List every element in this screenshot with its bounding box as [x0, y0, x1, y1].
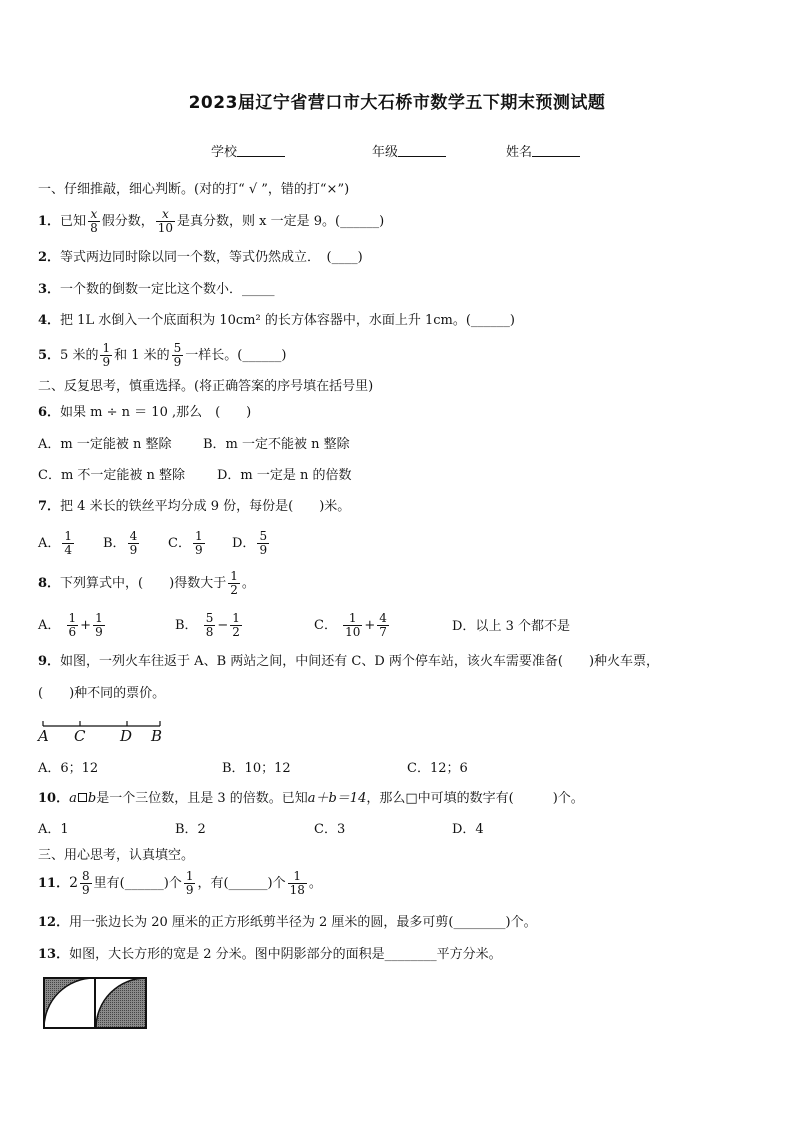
grade-field	[372, 141, 446, 160]
q6-option-c[interactable]: C．m 不一定能被 n 整除	[38, 468, 186, 483]
numerator: 1	[185, 869, 194, 883]
section-3-heading: 三、用心思考，认真填空。	[38, 848, 195, 863]
denominator: 10	[157, 221, 173, 235]
mixed-whole: 2	[69, 875, 79, 891]
question-number: 3．	[38, 282, 61, 297]
operator: +	[364, 618, 376, 633]
name-blank[interactable]	[532, 144, 580, 157]
option-label: D．	[452, 619, 476, 634]
q11-text-b: ，有(______)个	[197, 876, 286, 891]
fraction	[156, 208, 175, 235]
denominator: 18	[289, 883, 305, 897]
grade-label: 年级	[372, 145, 399, 160]
fraction	[184, 870, 196, 897]
q8-option-c[interactable]	[314, 612, 391, 639]
fraction	[377, 612, 389, 639]
right-shaded-quarter-circle	[96, 978, 146, 1028]
section-2-heading: 二、反复思考，慎重选择。(将正确答案的序号填在括号里)	[38, 379, 374, 394]
q10-text-b: ，那么□中可填的数字有( )个。	[366, 791, 584, 806]
fraction	[62, 530, 74, 557]
numerator: x	[161, 207, 169, 221]
blank-box-icon	[78, 793, 87, 802]
question-number: 9．	[38, 654, 61, 669]
q1-text-b: 假分数，	[101, 214, 154, 229]
q8-text-a: 下列算式中，( )得数大于	[60, 576, 227, 591]
question-number: 4．	[38, 313, 61, 328]
school-label: 学校	[211, 145, 238, 160]
numerator: 1	[194, 529, 203, 543]
denominator: 8	[205, 625, 214, 639]
digit-b: b	[87, 791, 97, 806]
denominator: 9	[95, 625, 103, 639]
numerator: 1	[102, 341, 111, 355]
question-number: 6．	[38, 405, 61, 420]
q11-text-c: 。	[308, 876, 322, 891]
grade-blank[interactable]	[398, 144, 446, 157]
option-text: 以上 3 个都不是	[475, 619, 570, 634]
option-label: B．	[175, 618, 198, 633]
numerator: 5	[205, 611, 214, 625]
denominator: 9	[129, 543, 138, 557]
station-label-d: D	[120, 727, 133, 745]
q10-option-c[interactable]: C．3	[314, 822, 346, 837]
q1-text-c: 是真分数，则 x 一定是 9。(______)	[177, 214, 385, 229]
q7-option-b[interactable]	[103, 530, 141, 557]
q7-text: 把 4 米长的铁丝平均分成 9 份，每份是( )米。	[60, 499, 351, 514]
q9-option-b[interactable]: B．10；12	[222, 761, 291, 776]
fraction	[343, 612, 362, 639]
q7-option-d[interactable]	[232, 530, 271, 557]
q10-text-a: 是一个三位数，且是 3 的倍数。已知	[96, 791, 308, 806]
q6-option-d[interactable]: D．m 一定是 n 的倍数	[217, 468, 352, 483]
q9-text-a: 如图，一列火车往返于 A、B 两站之间，中间还有 C、D 两个停车站，该火车需要准备( )种火车票，	[60, 654, 660, 669]
question-3	[38, 281, 275, 299]
fraction	[172, 342, 184, 369]
q1-text-a: 已知	[60, 214, 87, 229]
denominator: 2	[230, 583, 238, 597]
q7-option-c[interactable]	[168, 530, 207, 557]
numerator: 1	[230, 569, 238, 583]
q10-option-b[interactable]: B．2	[175, 822, 206, 837]
numerator: 1	[95, 611, 103, 625]
q10-expression: a＋b＝14	[307, 791, 367, 806]
fraction	[67, 612, 79, 639]
q10-option-a[interactable]: A．1	[38, 822, 69, 837]
option-label: D．	[232, 536, 256, 551]
q3-text: 一个数的倒数一定比这个数小．_____	[60, 282, 275, 297]
q13-shaded-rectangle-figure	[42, 976, 150, 1030]
question-number: 10．	[38, 791, 70, 806]
numerator: 1	[293, 869, 302, 883]
question-number: 7．	[38, 499, 61, 514]
option-label: C．	[314, 618, 337, 633]
q6-option-b[interactable]: B．m 一定不能被 n 整除	[203, 437, 350, 452]
q6-option-a[interactable]: A．m 一定能被 n 整除	[38, 437, 172, 452]
q5-text-c: 一样长。(______)	[185, 348, 287, 363]
question-8	[38, 570, 255, 597]
question-4	[38, 312, 515, 330]
question-7	[38, 498, 350, 516]
station-label-c: C	[74, 727, 86, 745]
q8-option-a[interactable]	[38, 612, 107, 639]
question-number: 5．	[38, 348, 61, 363]
question-number: 8．	[38, 576, 61, 591]
numerator: 8	[82, 869, 90, 883]
q9-station-diagram	[38, 716, 168, 746]
numerator: 1	[232, 611, 240, 625]
denominator: 9	[173, 355, 182, 369]
denominator: 9	[185, 883, 194, 897]
numerator: 1	[348, 611, 357, 625]
q4-text: 把 1L 水倒入一个底面积为 10cm² 的长方体容器中，水面上升 1cm。(______)	[60, 313, 515, 328]
question-6	[38, 404, 251, 422]
question-12	[38, 914, 537, 932]
question-5	[38, 342, 286, 369]
fraction	[80, 870, 92, 897]
denominator: 9	[194, 543, 203, 557]
fraction	[88, 208, 100, 235]
fraction	[93, 612, 105, 639]
q8-option-d[interactable]	[452, 618, 570, 636]
option-label: A．	[38, 536, 61, 551]
numerator: 5	[173, 341, 182, 355]
option-label: A．	[38, 618, 61, 633]
numerator: 4	[379, 611, 387, 625]
denominator: 8	[90, 221, 98, 235]
denominator: 2	[232, 625, 240, 639]
question-2	[38, 249, 363, 267]
numerator: 4	[129, 529, 138, 543]
question-number: 12．	[38, 915, 70, 930]
q9-text-b: ( )种不同的票价。	[38, 686, 166, 701]
option-label: C．	[168, 536, 191, 551]
q2-text: 等式两边同时除以同一个数，等式仍然成立． (____)	[60, 250, 363, 265]
fraction	[288, 870, 307, 897]
q12-text: 用一张边长为 20 厘米的正方形纸剪半径为 2 厘米的圆，最多可剪(________)个。	[69, 915, 537, 930]
school-blank[interactable]	[237, 144, 285, 157]
question-number: 1．	[38, 214, 61, 229]
question-10	[38, 790, 584, 808]
q11-text-a: 里有(______)个	[93, 876, 182, 891]
fraction	[257, 530, 269, 557]
question-9	[38, 653, 659, 671]
question-13	[38, 946, 502, 964]
station-label-b: B	[151, 727, 163, 745]
fraction	[204, 612, 216, 639]
question-1	[38, 208, 384, 235]
denominator: 10	[345, 625, 361, 639]
q5-text-b: 和 1 米的	[114, 348, 170, 363]
numerator: x	[90, 207, 98, 221]
name-label: 姓名	[506, 145, 533, 160]
left-shaded-region	[44, 978, 94, 1028]
q8-option-b[interactable]	[175, 612, 244, 639]
denominator: 4	[64, 543, 73, 557]
option-label: B．	[103, 536, 126, 551]
denominator: 9	[82, 883, 90, 897]
school-field	[211, 141, 285, 160]
name-field	[506, 141, 580, 160]
fraction	[128, 530, 140, 557]
q8-text-b: 。	[241, 576, 255, 591]
question-number: 11．	[38, 876, 70, 891]
q9-option-a[interactable]: A．6；12	[38, 761, 99, 776]
fraction	[230, 612, 242, 639]
fraction	[193, 530, 205, 557]
operator: −	[217, 618, 229, 633]
denominator: 9	[259, 543, 268, 557]
section-1-heading: 一、仔细推敲，细心判断。(对的打“ √ ”，错的打“×”)	[38, 182, 350, 197]
numerator: 1	[64, 529, 73, 543]
question-number: 13．	[38, 947, 70, 962]
digit-a: a	[69, 791, 77, 806]
numerator: 5	[259, 529, 268, 543]
denominator: 7	[379, 625, 387, 639]
fraction	[228, 570, 240, 597]
operator: +	[80, 618, 92, 633]
q6-text: 如果 m ÷ n ＝ 10 ,那么 ( )	[60, 405, 252, 420]
q7-option-a[interactable]	[38, 530, 76, 557]
q10-option-d[interactable]: D．4	[452, 822, 484, 837]
page-title: 2023届辽宁省营口市大石桥市数学五下期末预测试题	[188, 93, 606, 113]
question-number: 2．	[38, 250, 61, 265]
station-label-a: A	[38, 727, 49, 745]
q9-option-c[interactable]: C．12；6	[407, 761, 468, 776]
q13-text: 如图，大长方形的宽是 2 分米。图中阴影部分的面积是________平方分米。	[69, 947, 502, 962]
denominator: 9	[102, 355, 111, 369]
question-11	[38, 870, 322, 897]
fraction	[100, 342, 112, 369]
q5-text-a: 5 米的	[60, 348, 99, 363]
denominator: 6	[68, 625, 77, 639]
numerator: 1	[68, 611, 77, 625]
